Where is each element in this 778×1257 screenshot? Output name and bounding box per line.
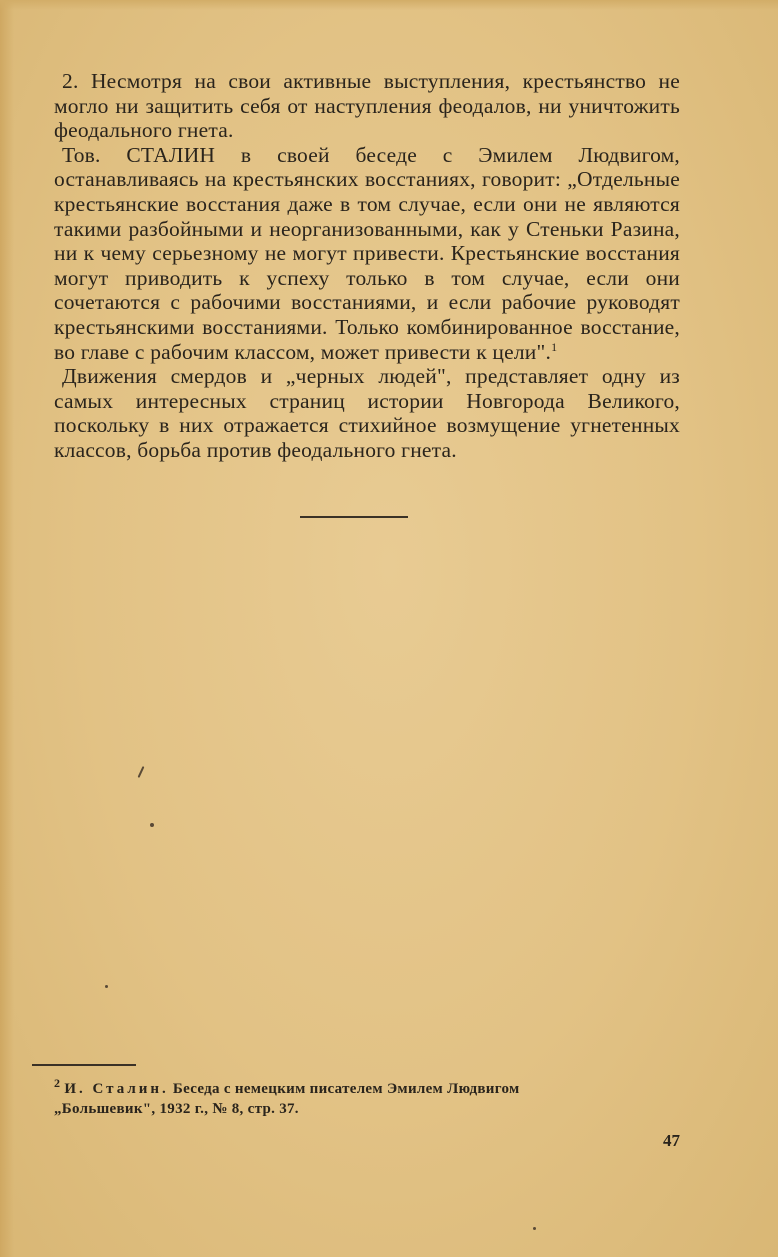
paragraph-stalin-quote (54, 143, 680, 364)
paper-speck (533, 1227, 536, 1230)
footnote-source: „Большевик", 1932 г., № 8, стр. 37. (54, 1101, 299, 1117)
section-divider (300, 516, 408, 518)
footnote-rule (32, 1064, 136, 1066)
paper-speck (138, 766, 145, 778)
footnote-title: Беседа с немецким писателем Эмилем Людвигом (172, 1081, 520, 1097)
paper-speck (150, 823, 154, 827)
footnote-author: И. Сталин. (64, 1081, 169, 1097)
page-edge-shadow-top (0, 0, 778, 10)
page-edge-shadow-left (0, 0, 14, 1257)
page-number: 47 (663, 1131, 680, 1150)
paper-speck (105, 985, 108, 988)
paragraph-peasantry: 2. Несмотря на свои активные выступления, крестьянство не могло ни защитить себя от наступления феодалов, ни уничтожить феодального гнета. (54, 69, 680, 143)
footnote-marker: 2 (54, 1076, 61, 1090)
footnote-reference: 1 (551, 339, 558, 354)
footnote-line-1 (54, 1076, 680, 1099)
footnote (54, 1076, 680, 1119)
paragraph-smerdy: Движения смердов и „черных людей", представляет одну из самых интересных страниц истории Новгорода Великого, поскольку в них отражается стихийное возмущение угнетенных классов, борьба против феодального гнета. (54, 364, 680, 462)
paragraph-stalin-quote-text: Тов. СТАЛИН в своей беседе с Эмилем Людвигом, останавливаясь на крестьянских восстаниях, говорит: „Отдельные крестьянские восстания даже в том случае, если они не являются такими разбойными и неорганизованными, как у Стеньки Разина, ни к чему серьезному не могут привести. Крестьянские восстания могут приводить к успеху только в том случае, если они сочетаются с рабочими восстаниями, и если рабочие руководят крестьянскими восстаниями. Только комбинированное восстание, во главе с рабочим классом, может привести к цели". (54, 142, 680, 364)
main-text (54, 69, 680, 463)
